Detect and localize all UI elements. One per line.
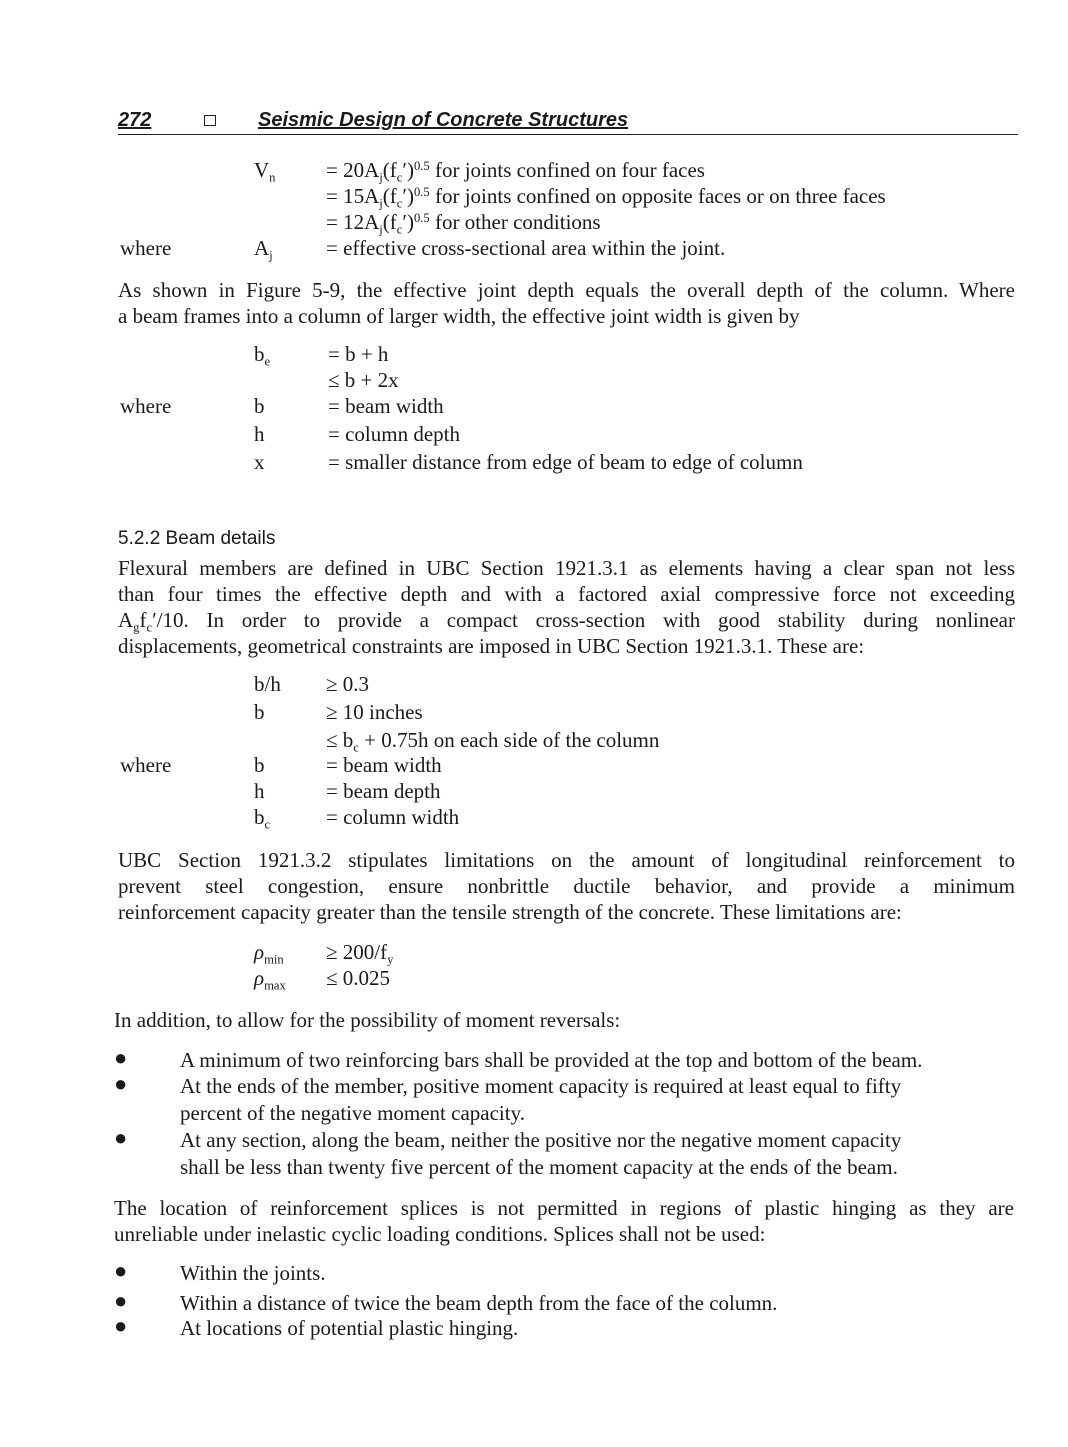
paragraph-joint-width [118,278,1015,330]
joint-eq-1: = $20A_j(f_c')^{0.5}$ for joints confined on four faces [326,158,705,185]
list-item [180,1074,1013,1126]
bullet-icon: ● [114,1258,128,1283]
joint-eq-3: = $12A_j(f_c')^{0.5}$ for other conditions [326,210,601,237]
bc-symbol: $b_c$ [254,805,271,832]
list-item: At locations of potential plastic hinging. [180,1316,519,1340]
where-label: where [120,236,172,260]
aj-symbol: $A_j$ [254,236,273,263]
paragraph-reinforcement-limits [118,848,1015,926]
rho-max-symbol: $\rho_{max}$ [254,966,286,993]
paragraph-line: unreliable under inelastic cyclic loading conditions. Splices shall not be used: [114,1222,766,1246]
paragraph-line: The location of reinforcement splices is not permitted in regions of plastic hinging as they are [114,1196,1014,1220]
paragraph-line: As shown in Figure 5-9, the effective joint depth equals the overall depth of the column. Where [118,278,1015,302]
paragraph-line: reinforcement capacity greater than the tensile strength of the concrete. These limitations are: [118,900,902,924]
vn-symbol: $V_n$ [254,158,276,185]
paragraph-line: a beam frames into a column of larger width, the effective joint width is given by [118,304,800,328]
book-title: Seismic Design of Concrete Structures [258,109,629,131]
paragraph-line: Flexural members are defined in UBC Section 1921.3.1 as elements having a clear span not less [118,556,1015,580]
be-limit: ≤ b + 2x [328,368,399,392]
b-max-definition: ≤ $b_c + 0.75h$ on each side of the column [326,728,660,755]
paragraph-splices [114,1196,1014,1248]
paragraph-line: prevent steel congestion, ensure nonbrittle ductile behavior, and provide a minimum [118,874,1015,898]
bullet-icon: ● [114,1071,128,1096]
list-item: Within a distance of twice the beam depth from the face of the column. [180,1291,778,1315]
be-definition: = b + h [328,342,389,366]
page-number: 272 [118,109,152,131]
be-symbol: $b_e$ [254,342,271,369]
bullet-icon: ● [114,1313,128,1338]
list-item-text: shall be less than twenty five percent of the moment capacity at the ends of the beam. [180,1154,898,1179]
list-item-text: percent of the negative moment capacity. [180,1100,525,1125]
b-definition: = beam width [326,753,442,777]
x-definition: = smaller distance from edge of beam to edge of column [328,450,803,474]
list-item [180,1128,1013,1180]
paragraph-line: UBC Section 1921.3.2 stipulates limitations on the amount of longitudinal reinforcement to [118,848,1015,872]
bh-symbol: b/h [254,672,281,696]
list-item-text: A minimum of two reinforcing bars shall be provided at the top and bottom of the beam. [180,1048,923,1072]
h-symbol: h [254,779,265,803]
h-definition: = column depth [328,422,460,446]
paragraph-line: than four times the effective depth and with a factored axial compressive force not exceeding [118,582,1015,606]
where-label: where [120,753,172,777]
b-min-definition: ≥ 10 inches [326,700,423,724]
x-symbol: x [254,450,265,474]
aj-definition: = effective cross-sectional area within the joint. [326,236,726,260]
paragraph-flexural-members [118,556,1015,660]
where-label: where [120,394,172,418]
paragraph-moment-reversals: In addition, to allow for the possibility of moment reversals: [114,1008,621,1032]
joint-eq-2: = $15A_j(f_c')^{0.5}$ for joints confined on opposite faces or on three faces [326,184,886,211]
b-symbol: b [254,394,265,418]
running-header [118,108,1018,135]
paragraph-line: $A_gf_c'/10$. In order to provide a compact cross-section with good stability during nonlinear [118,608,1015,635]
h-definition: = beam depth [326,779,441,803]
list-item-text: At any section, along the beam, neither the positive nor the negative moment capacity [180,1128,902,1152]
h-symbol: h [254,422,265,446]
paragraph-line: displacements, geometrical constraints are imposed in UBC Section 1921.3.1. These are: [118,634,865,658]
bc-definition: = column width [326,805,460,829]
bullet-icon: ● [114,1125,128,1150]
bullet-icon: ● [114,1288,128,1313]
b-definition: = beam width [328,394,444,418]
b-symbol: b [254,700,265,724]
rho-max-definition: ≤ 0.025 [326,966,391,990]
list-item-text: At the ends of the member, positive moment capacity is required at least equal to fifty [180,1074,902,1098]
bullet-icon: ● [114,1045,128,1070]
square-icon [204,115,216,126]
bh-definition: ≥ 0.3 [326,672,370,696]
b-symbol: b [254,753,265,777]
rho-min-symbol: $\rho_{min}$ [254,940,284,967]
rho-min-definition: ≥ $200/f_y$ [326,940,394,967]
list-item: Within the joints. [180,1261,326,1285]
section-heading: 5.2.2 Beam details [118,528,276,549]
list-item [180,1048,1013,1074]
